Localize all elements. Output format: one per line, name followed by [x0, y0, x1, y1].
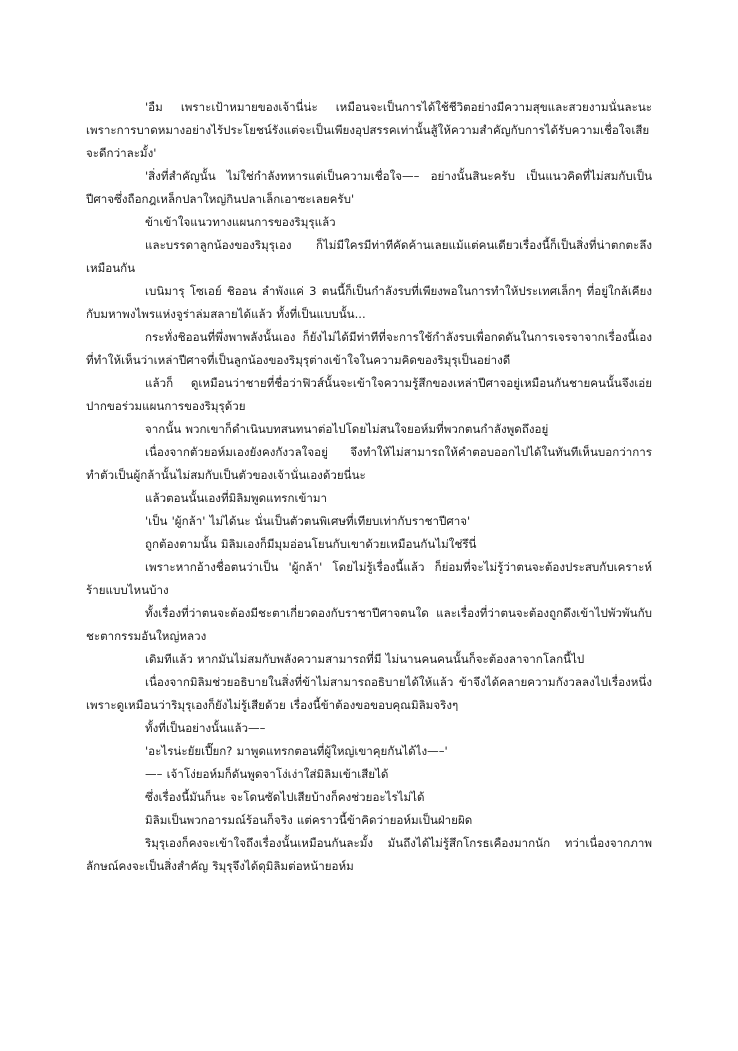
paragraph: ข้าเข้าใจแนวทางแผนการของริมุรุแล้ว	[145, 215, 336, 229]
paragraph: 'สิ่งที่สำคัญนั้น ไม่ใช่กำลังทหารแต่เป็นความเชื่อใจ—– อย่างนั้นสินะครับ เป็นแนวคิดที่ไม่สมกับเป็นปีศาจซึ่งถือกฎเหล็กปลาใหญ่กินปลาเล็กเอาซะเลยครับ'	[86, 169, 652, 206]
paragraph: กระทั่งชิออนที่พึ่งพาพลังนั้นเอง ก็ยังไม่ได้มีท่าทีที่จะการใช้กำลังรบเพื่อกดดันในการเจรจาจากเรื่องนี้เอง ที่ทำให้เห็นว่าเหล่าปีศาจที่เป็นลูกน้องของริมุรุต่างเข้าใจในความคิดของริมุรุเป็นอย่างดี	[86, 330, 652, 367]
paragraph: ซึ่งเรื่องนี้มันก็นะ จะโดนซัดไปเสียบ้างก็คงช่วยอะไรไม่ได้	[145, 790, 425, 804]
paragraph: 'อืม เพราะเป้าหมายของเจ้านี่น่ะ เหมือนจะเป็นการได้ใช้ชีวิตอย่างมีความสุขและสวยงามนั่นละนะ เพราะการบาดหมางอย่างไร้ประโยชน์รังแต่จะเป็นเพียงอุปสรรคเท่านั้นสู้ให้ความสำคัญกับการได้รับความเชื่อใจเสียจะดีกว่าละมั้ง'	[86, 100, 652, 160]
paragraph: ริมุรุเองก็คงจะเข้าใจถึงเรื่องนั้นเหมือนกันละมั้ง มันถึงได้ไม่รู้สึกโกรธเคืองมากนัก ทว่าเนื่องจากภาพลักษณ์คงจะเป็นสิ่งสำคัญ ริมุรุจึงได้ดุมิลิมต่อหน้ายอห์ม	[86, 836, 652, 873]
paragraph: เนื่องจากตัวยอห์มเองยังคงกังวลใจอยู่ จึงทำให้ไม่สามารถให้คำตอบออกไปได้ในทันทีเห็นบอกว่าการทำตัวเป็นผู้กล้านั้นไม่สมกับเป็นตัวของเจ้านั่นเองด้วยนี่นะ	[86, 445, 652, 482]
paragraph: ทั้งที่เป็นอย่างนั้นแล้ว—–	[145, 721, 266, 735]
document-body	[86, 96, 652, 878]
paragraph: 'เป็น 'ผู้กล้า' ไม่ได้นะ นั่นเป็นตัวตนพิเศษที่เทียบเท่ากับราชาปีศาจ'	[145, 514, 471, 528]
paragraph: จากนั้น พวกเขาก็ดำเนินบทสนทนาต่อไปโดยไม่สนใจยอห์มที่พวกตนกำลังพูดถึงอยู่	[145, 422, 549, 436]
paragraph: แล้วตอนนั้นเองที่มิลิมพูดแทรกเข้ามา	[145, 491, 328, 505]
paragraph: เพราะหากอ้างชื่อตนว่าเป็น 'ผู้กล้า' โดยไม่รู้เรื่องนี้แล้ว ก็ย่อมที่จะไม่รู้ว่าตนจะต้องประสบกับเคราะห์ร้ายแบบไหนบ้าง	[86, 560, 652, 597]
paragraph: เนื่องจากมิลิมช่วยอธิบายในสิ่งที่ข้าไม่สามารถอธิบายได้ให้แล้ว ข้าจึงได้คลายความกังวลลงไปเรื่องหนึ่ง เพราะดูเหมือนว่าริมุรุเองก็ยังไม่รู้เสียด้วย เรื่องนี้ข้าต้องขอขอบคุณมิลิมจริงๆ	[86, 675, 652, 712]
paragraph: ถูกต้องตามนั้น มิลิมเองก็มีมุมอ่อนโยนกับเขาด้วยเหมือนกันไม่ใช่รึนี่	[145, 537, 477, 551]
paragraph: 'อะไรน่ะยัยเปี๊ยก? มาพูดแทรกตอนที่ผู้ใหญ่เขาคุยกันได้ไง—–'	[145, 744, 448, 758]
paragraph: และบรรดาลูกน้องของริมุรุเอง ก็ไม่มีใครมีท่าทีคัดค้านเลยแม้แต่คนเดียวเรื่องนี้ก็เป็นสิ่งที่น่าตกตะลึงเหมือนกัน	[86, 238, 652, 275]
paragraph: มิลิมเป็นพวกอารมณ์ร้อนก็จริง แต่คราวนี้ข้าคิดว่ายอห์มเป็นฝ่ายผิด	[145, 813, 473, 827]
paragraph: เบนิมารุ โซเอย์ ชิออน ลำพังแค่ 3 ตนนี้ก็เป็นกำลังรบที่เพียงพอในการทำให้ประเทศเล็กๆ ที่อยู่ใกล้เคียงกับมหาพงไพรแห่งจูร่าล่มสลายได้แล้ว ทั้งที่เป็นแบบนั้น...	[86, 284, 652, 321]
paragraph: เดิมทีแล้ว หากมันไม่สมกับพลังความสามารถที่มี ไม่นานคนคนนั้นก็จะต้องลาจากโลกนี้ไป	[145, 652, 585, 666]
paragraph: ทั้งเรื่องที่ว่าตนจะต้องมีชะตาเกี่ยวดองกับราชาปีศาจตนใด และเรื่องที่ว่าตนจะต้องถูกดึงเข้าไปพัวพันกับชะตากรรมอันใหญ่หลวง	[86, 606, 652, 643]
paragraph: —– เจ้าโง่ยอห์มก็ดันพูดจาโง่เง่าใส่มิลิมเข้าเสียได้	[145, 767, 389, 781]
paragraph: แล้วก็ ดูเหมือนว่าชายที่ชื่อว่าฟิวส์นั้นจะเข้าใจความรู้สึกของเหล่าปีศาจอยู่เหมือนกันชายคนนั้นจึงเอ่ยปากขอร่วมแผนการของริมุรุด้วย	[86, 376, 652, 413]
